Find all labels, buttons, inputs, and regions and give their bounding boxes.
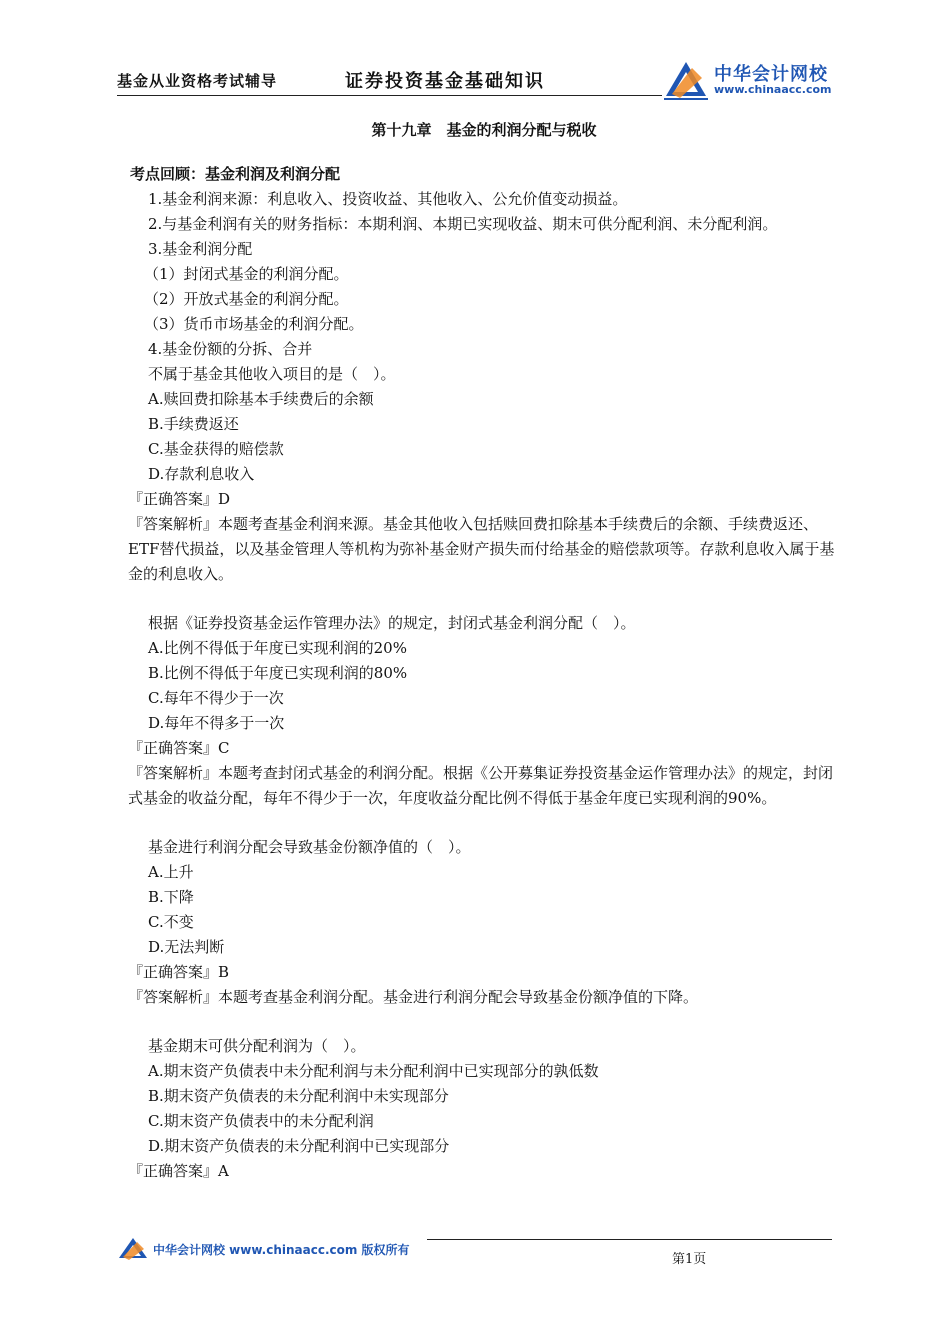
question-option: A.比例不得低于年度已实现利润的20% [148,639,407,657]
question-option: C.每年不得少于一次 [148,689,284,707]
header-left-title: 基金从业资格考试辅导 [117,72,278,90]
review-item: 2.与基金利润有关的财务指标：本期利润、本期已实现收益、期末可供分配利润、未分配利润。 [148,215,778,233]
page-header [117,58,837,102]
review-item: 3.基金利润分配 [148,240,253,258]
question-option: D.期末资产负债表的未分配利润中已实现部分 [148,1137,450,1155]
review-item: （2）开放式基金的利润分配。 [144,290,349,308]
review-item: 1.基金利润来源：利息收入、投资收益、其他收入、公允价值变动损益。 [148,190,628,208]
review-item: 4.基金份额的分拆、合并 [148,340,313,358]
footer-rule [427,1239,832,1240]
correct-answer: 『正确答案』B [128,963,230,981]
question-stem: 不属于基金其他收入项目的是（ ）。 [148,365,396,383]
review-item: （1）封闭式基金的利润分配。 [144,265,349,283]
question-option: A.赎回费扣除基本手续费后的余额 [148,390,374,408]
question-option: C.期末资产负债表中的未分配利润 [148,1112,374,1130]
question-option: B.期末资产负债表的未分配利润中未实现部分 [148,1087,449,1105]
question-option: D.每年不得多于一次 [148,714,285,732]
question-stem: 基金期末可供分配利润为（ ）。 [148,1037,366,1055]
question-option: C.基金获得的赔偿款 [148,440,284,458]
correct-answer: 『正确答案』A [128,1162,229,1180]
footer-logo-icon [117,1236,149,1262]
logo-name: 中华会计网校 [714,64,828,85]
header-rule [117,95,662,96]
logo-url: www.chinaacc.com [714,83,832,96]
answer-analysis: 『答案解析』本题考查基金利润来源。基金其他收入包括赎回费扣除基本手续费后的余额、手续费返还、ETF替代损益，以及基金管理人等机构为弥补基金财产损失而付给基金的赔偿款项等。存款利息收入属于基金的利息收入。 [128,515,835,583]
chinaacc-logo [662,58,842,102]
answer-analysis: 『答案解析』本题考查封闭式基金的利润分配。根据《公开募集证券投资基金运作管理办法》的规定，封闭式基金的收益分配，每年不得少于一次，年度收益分配比例不得低于基金年度已实现利润的90%。 [128,764,834,807]
review-item: （3）货币市场基金的利润分配。 [144,315,364,333]
correct-answer: 『正确答案』D [128,490,231,508]
question-stem: 基金进行利润分配会导致基金份额净值的（ ）。 [148,838,471,856]
question-option: B.比例不得低于年度已实现利润的80% [148,664,408,682]
header-center-title: 证券投资基金基础知识 [345,71,545,92]
footer-copyright: 中华会计网校 www.chinaacc.com 版权所有 [153,1243,410,1257]
chapter-title: 第十九章 基金的利润分配与税收 [371,121,597,139]
question-stem: 根据《证券投资基金运作管理办法》的规定，封闭式基金利润分配（ ）。 [148,614,636,632]
question-option: D.无法判断 [148,938,225,956]
answer-analysis: 『答案解析』本题考查基金利润分配。基金进行利润分配会导致基金份额净值的下降。 [128,988,699,1006]
correct-answer: 『正确答案』C [128,739,230,757]
document-body [128,118,840,1184]
question-option: A.期末资产负债表中未分配利润与未分配利润中已实现部分的孰低数 [148,1062,599,1080]
question-option: B.手续费返还 [148,415,239,433]
page-footer [117,1236,837,1266]
logo-triangle-icon [662,58,710,102]
question-option: A.上升 [148,863,194,881]
question-option: B.下降 [148,888,194,906]
question-option: C.不变 [148,913,194,931]
page-number: 第1页 [672,1252,707,1267]
review-title: 考点回顾：基金利润及利润分配 [130,165,341,183]
question-option: D.存款利息收入 [148,465,255,483]
